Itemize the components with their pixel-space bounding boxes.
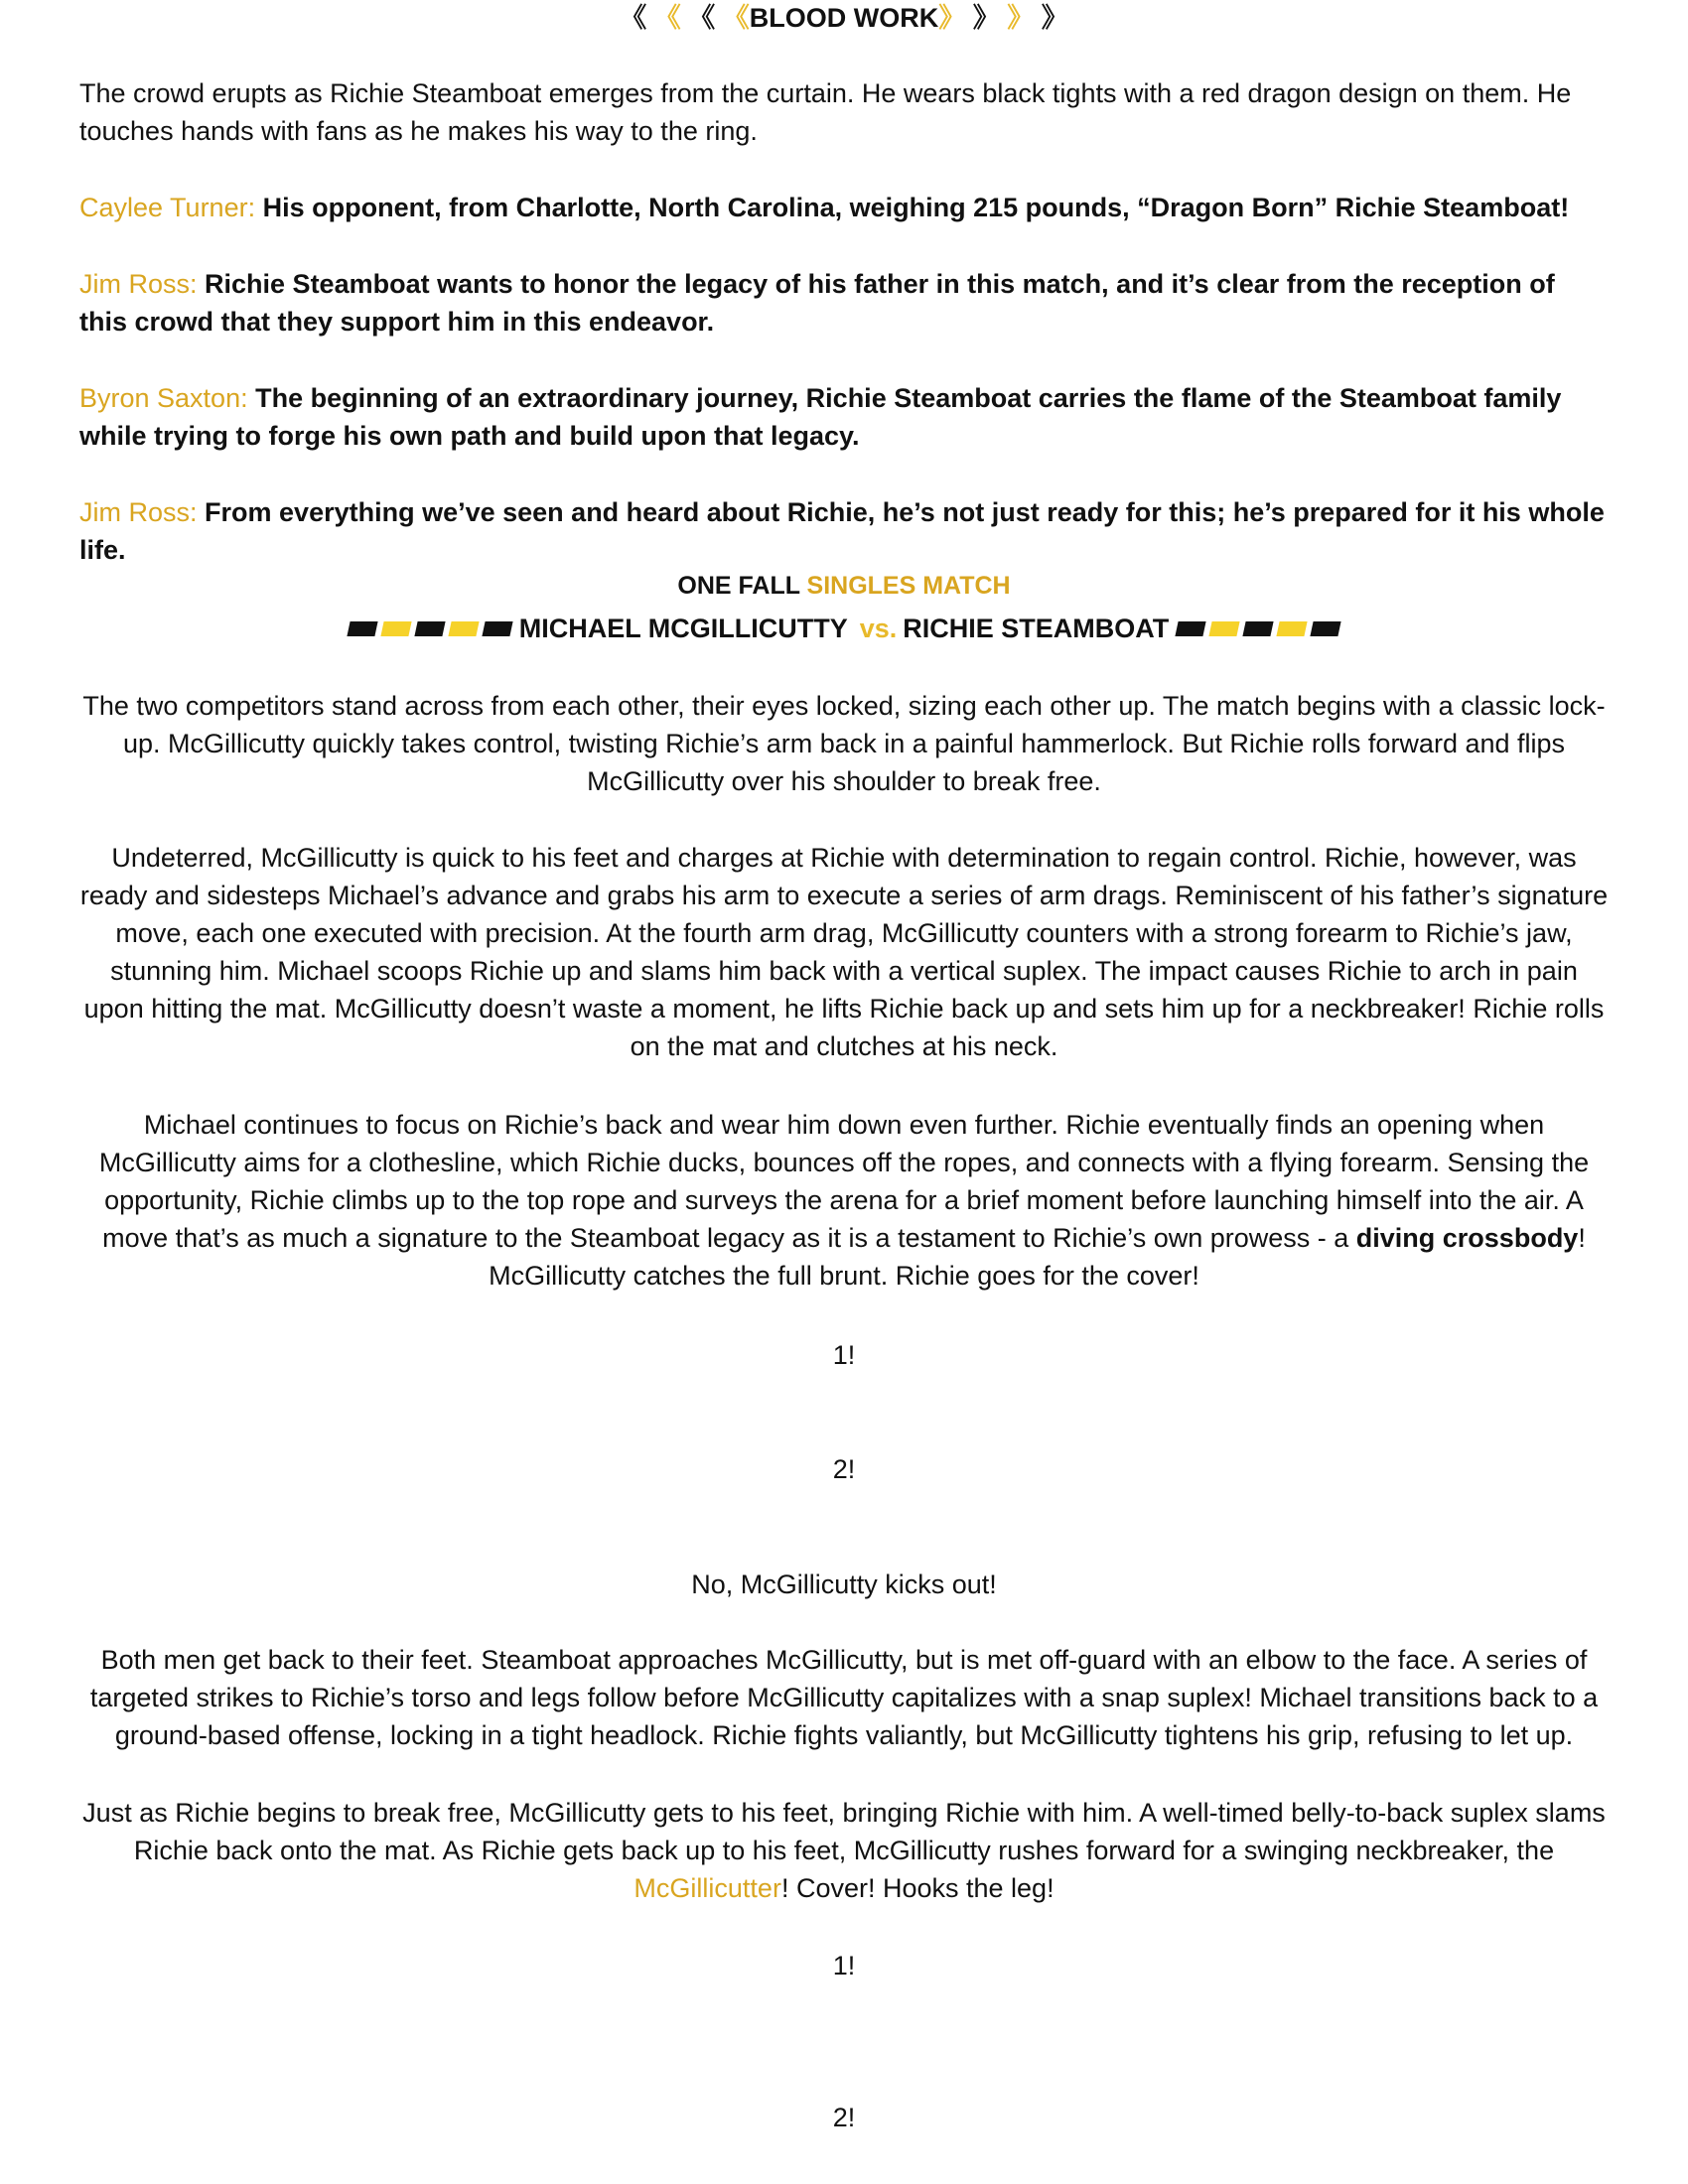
speaker-name: Jim Ross: <box>79 269 198 299</box>
yellow-stripe <box>1209 621 1240 636</box>
title-mark-right-2: 》 <box>972 3 1000 33</box>
wrestler-1-name: MICHAEL MCGILLICUTTY <box>518 614 848 643</box>
title-mark-right-3: 》 <box>1007 3 1035 33</box>
speaker-name: Caylee Turner: <box>79 193 256 222</box>
pin-count: 1! <box>832 1951 856 1980</box>
story-paragraph-5 <box>79 1794 1609 1907</box>
story-paragraph-3-end: ! McGillicutty catches the full brunt. Richie goes for the cover! <box>489 1223 1586 1291</box>
kickout-line: No, McGillicutty kicks out! <box>691 1570 997 1599</box>
black-stripe <box>347 621 377 636</box>
match-type-suffix: SINGLES MATCH <box>806 572 1011 600</box>
story-paragraph-5-text: Just as Richie begins to break free, McGillicutty gets to his feet, bringing Richie with him. A well-timed belly-to-back suplex slams Richie back onto the mat. As Richie gets back up to his feet, McGillicutty rushes forward for a swinging neckbreaker, the <box>82 1798 1606 1865</box>
black-stripe <box>1176 621 1206 636</box>
chapter-title <box>79 0 1609 36</box>
dialogue-text: The beginning of an extraordinary journey, Richie Steamboat carries the flame of the Steamboat family while trying to forge his own path and build upon that legacy. <box>79 383 1562 451</box>
story-paragraph-4: Both men get back to their feet. Steamboat approaches McGillicutty, but is met off-guard with an elbow to the face. A series of targeted strikes to Richie’s torso and legs follow before McGillicutty capitalizes with a snap suplex! Michael transitions back to a ground-based offense, locking in a tight headlock. Richie fights valiantly, but McGillicutty tightens his grip, refusing to let up. <box>89 1645 1599 1750</box>
dialogue-line <box>79 265 1609 341</box>
dialogue-text: Richie Steamboat wants to honor the legacy of his father in this match, and it’s clear from the reception of this crowd that they support him in this endeavor. <box>79 269 1555 337</box>
matchup-banner <box>79 610 1609 647</box>
yellow-stripe <box>380 621 411 636</box>
title-mark-left-3: 《 <box>688 3 716 33</box>
black-stripe <box>414 621 445 636</box>
yellow-stripe <box>1277 621 1308 636</box>
pin-count: 1! <box>832 1340 856 1370</box>
flag-stripes-left <box>349 621 511 636</box>
dialogue-text: His opponent, from Charlotte, North Carolina, weighing 215 pounds, “Dragon Born” Richie Steamboat! <box>262 193 1570 222</box>
move-name-mcgillicutter: McGillicutter <box>633 1873 781 1903</box>
black-stripe <box>1311 621 1341 636</box>
dialogue-line <box>79 189 1609 226</box>
move-name-diving-crossbody: diving crossbody <box>1355 1223 1579 1253</box>
pin-count: 2! <box>832 1454 856 1484</box>
title-mark-left-4: 《 <box>722 3 750 33</box>
story-paragraph-2: Undeterred, McGillicutty is quick to his feet and charges at Richie with determination to regain control. Richie, however, was ready and sidesteps Michael’s advance and grabs his arm to execute a series of arm drags. Reminiscent of his father’s signature move, each one executed with precision. At the fourth arm drag, McGillicutty counters with a strong forearm to Richie’s jaw, stunning him. Michael scoops Richie up and slams him back with a vertical suplex. The impact causes Richie to arch in pain upon hitting the mat. McGillicutty doesn’t waste a moment, he lifts Richie back up and sets him up for a neckbreaker! Richie rolls on the mat and clutches at his neck. <box>79 843 1609 1061</box>
story-paragraph-3-text: Michael continues to focus on Richie’s back and wear him down even further. Richie eventually finds an opening when McGillicutty aims for a clothesline, which Richie ducks, bounces off the ropes, and connects with a flying forearm. Sensing the opportunity, Richie climbs up to the top rope and surveys the arena for a brief moment before launching himself into the air. A move that’s as much a signature to the Steamboat legacy as it is a testament to Richie’s own prowess - a <box>98 1110 1590 1253</box>
dialogue-text: From everything we’ve seen and heard about Richie, he’s not just ready for this; he’s prepared for it his whole life. <box>79 497 1605 565</box>
flag-stripes-right <box>1177 621 1339 636</box>
story-paragraph-3 <box>79 1106 1609 1295</box>
dialogue-line <box>79 379 1609 455</box>
black-stripe <box>482 621 512 636</box>
story-paragraph-5-end: ! Cover! Hooks the leg! <box>780 1873 1055 1903</box>
title-mark-right-4: 》 <box>1041 3 1068 33</box>
speaker-name: Byron Saxton: <box>79 383 248 413</box>
pin-count: 2! <box>832 2103 856 2132</box>
title-text: BLOOD WORK <box>749 3 939 33</box>
dialogue-line <box>79 493 1609 569</box>
black-stripe <box>1243 621 1274 636</box>
match-type <box>79 569 1609 603</box>
versus-label: vs. <box>859 614 898 643</box>
title-mark-left-1: 《 <box>620 3 647 33</box>
speaker-name: Jim Ross: <box>79 497 198 527</box>
intro-paragraph: The crowd erupts as Richie Steamboat emerges from the curtain. He wears black tights with a red dragon design on them. He touches hands with fans as he makes his way to the ring. <box>79 78 1572 146</box>
match-type-prefix: ONE FALL <box>677 572 800 600</box>
wrestler-2-name: RICHIE STEAMBOAT <box>903 614 1170 643</box>
title-mark-right-1: 》 <box>938 3 966 33</box>
story-paragraph-1: The two competitors stand across from each other, their eyes locked, sizing each other up. The match begins with a classic lock-up. McGillicutty quickly takes control, twisting Richie’s arm back in a painful hammerlock. But Richie rolls forward and flips McGillicutty over his shoulder to break free. <box>82 691 1606 796</box>
title-mark-left-2: 《 <box>653 3 681 33</box>
yellow-stripe <box>448 621 479 636</box>
